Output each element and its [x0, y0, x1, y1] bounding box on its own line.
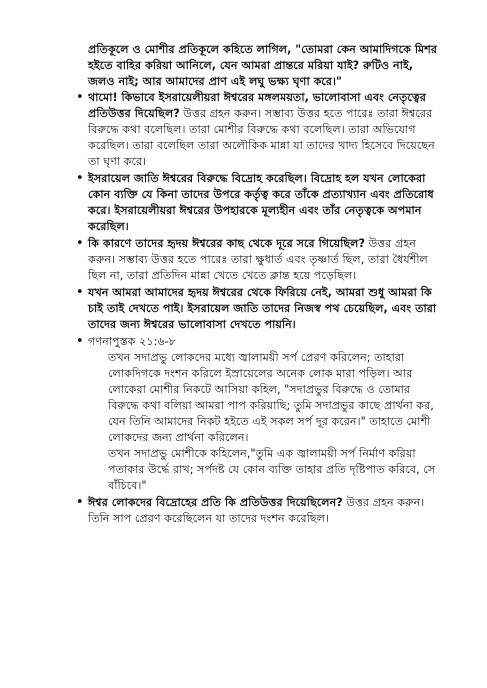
answer-text: উত্তর গ্রহন করুন। সম্ভাব্য উত্তর হতে পারেঃ তারা ক্ষুধার্ত এবং তৃষ্ণার্ত ছিল, তারা ধৈর্যশীল ছিল না, তারা প্রতিদিন মান্না খেতে খেতে ক্লান্ত হয়ে পড়েছিল। — [88, 237, 428, 282]
list-item — [88, 236, 438, 284]
statement-text: যখন আমরা আমাদের হৃদয় ঈশ্বরের থেকে ফিরিয়ে নেই, আমরা শুধু আমরা কি চাই তাই দেখতে পাই। ইসরায়েল জাতি তাদের নিজস্ব পথ চেয়েছিল, এবং তারা তাদের জন্য ঈশ্বরের ভালোবাসা দেখতে পায়নি। — [88, 286, 437, 331]
list-item — [88, 495, 438, 527]
statement-text: ইসরায়েল জাতি ঈশ্বরের বিরুদ্ধে বিদ্রোহ করেছিল। বিদ্রোহ হল যখন লোকেরা কোন ব্যক্তি যে কিনা তাদের উপরে কর্তৃত্ব করে তাঁকে প্রত্যাখ্যান এবং প্রতিরোধ করে। ইসরায়েলীয়রা ঈশ্বরের উপহারকে মূল্যহীন এবং তাঁর নেতৃত্বকে অপমান করেছিল। — [88, 172, 434, 233]
question-text: থামো! কিভাবে ইসরায়েলীয়রা ঈশ্বরের মঙ্গলময়তা, ভালোবাসা এবং নেতৃত্বের প্রতিউত্তর দিয়েছিল? — [88, 91, 427, 120]
intro-paragraph: প্রতিকূলে ও মোশীর প্রতিকূলে কহিতে লাগিল, "তোমরা কেন আমাদিগকে মিশর হইতে বাহির করিয়া আনিলে, যেন আমরা প্রান্তরে মরিয়া যাই? রুটিও নাই, জলও নাই; আর আমাদের প্রাণ এই লঘু ভক্ষ্য ঘৃণা করে।" — [88, 43, 438, 88]
scripture-paragraph: তখন সদাপ্রভু মোশীকে কহিলেন,"তুমি এক জ্বালাময়ী সর্প নির্মাণ করিয়া পতাকার উর্দ্ধে রাখ; সর্পদষ্ট যে কোন ব্যক্তি তাহার প্রতি দৃষ্টিপাত করিবে, সে বাঁচিবে।" — [108, 447, 436, 492]
scripture-reference: গণনাপুস্তক ২১:৬-৮ — [88, 335, 176, 348]
document-page — [88, 42, 438, 528]
scripture-paragraph: তখন সদাপ্রভু লোকদের মধ্যে জ্বালাময়ী সর্প প্রেরণ করিলেন; তাহারা লোকদিগকে দংশন করিলে ইস্রায়েলের অনেক লোক মারা পড়িল। আর লোকেরা মোশীর নিকটে আসিয়া কহিল, "সদাপ্রভুর বিরুদ্ধে ও তোমার বিরুদ্ধে কথা বলিয়া আমরা পাপ করিয়াছি; তুমি সদাপ্রভুর কাছে প্রার্থনা কর, যেন তিনি আমাদের নিকট হইতে এই সকল সর্প দূর করেন।" তাহাতে মোশী লোকদের জন্য প্রার্থনা করিলেন। — [108, 351, 434, 444]
bullet-list — [88, 90, 438, 527]
list-item — [88, 90, 438, 170]
answer-text: উত্তর গ্রহন করুন। তিনি সাপ প্রেরণ করেছিলেন যা তাদের দংশন করেছিল। — [88, 496, 425, 525]
list-item — [88, 171, 438, 235]
scripture-quote — [108, 350, 438, 494]
answer-text: উত্তর গ্রহন করুন। সম্ভাব্য উত্তর হতে পারেঃ তারা ঈশ্বরের বিরুদ্ধে কথা বলেছিল। তারা মোশীর বিরুদ্ধে কথা বলেছিল। তারা অভিযোগ করেছিল। তারা বলেছিল তারা অলৌকিক মান্না যা তাদের খাদ্য হিসেবে দিয়েছেন তা ঘৃণা করে। — [88, 107, 435, 168]
question-text: কি কারণে তাদের হৃদয় ঈশ্বরের কাছ থেকে দূরে সরে গিয়েছিল? — [88, 237, 366, 250]
list-item — [88, 285, 438, 333]
list-item — [88, 334, 438, 494]
question-text: ঈশ্বর লোকদের বিদ্রোহের প্রতি কি প্রতিউত্তর দিয়েছিলেন? — [88, 496, 343, 509]
